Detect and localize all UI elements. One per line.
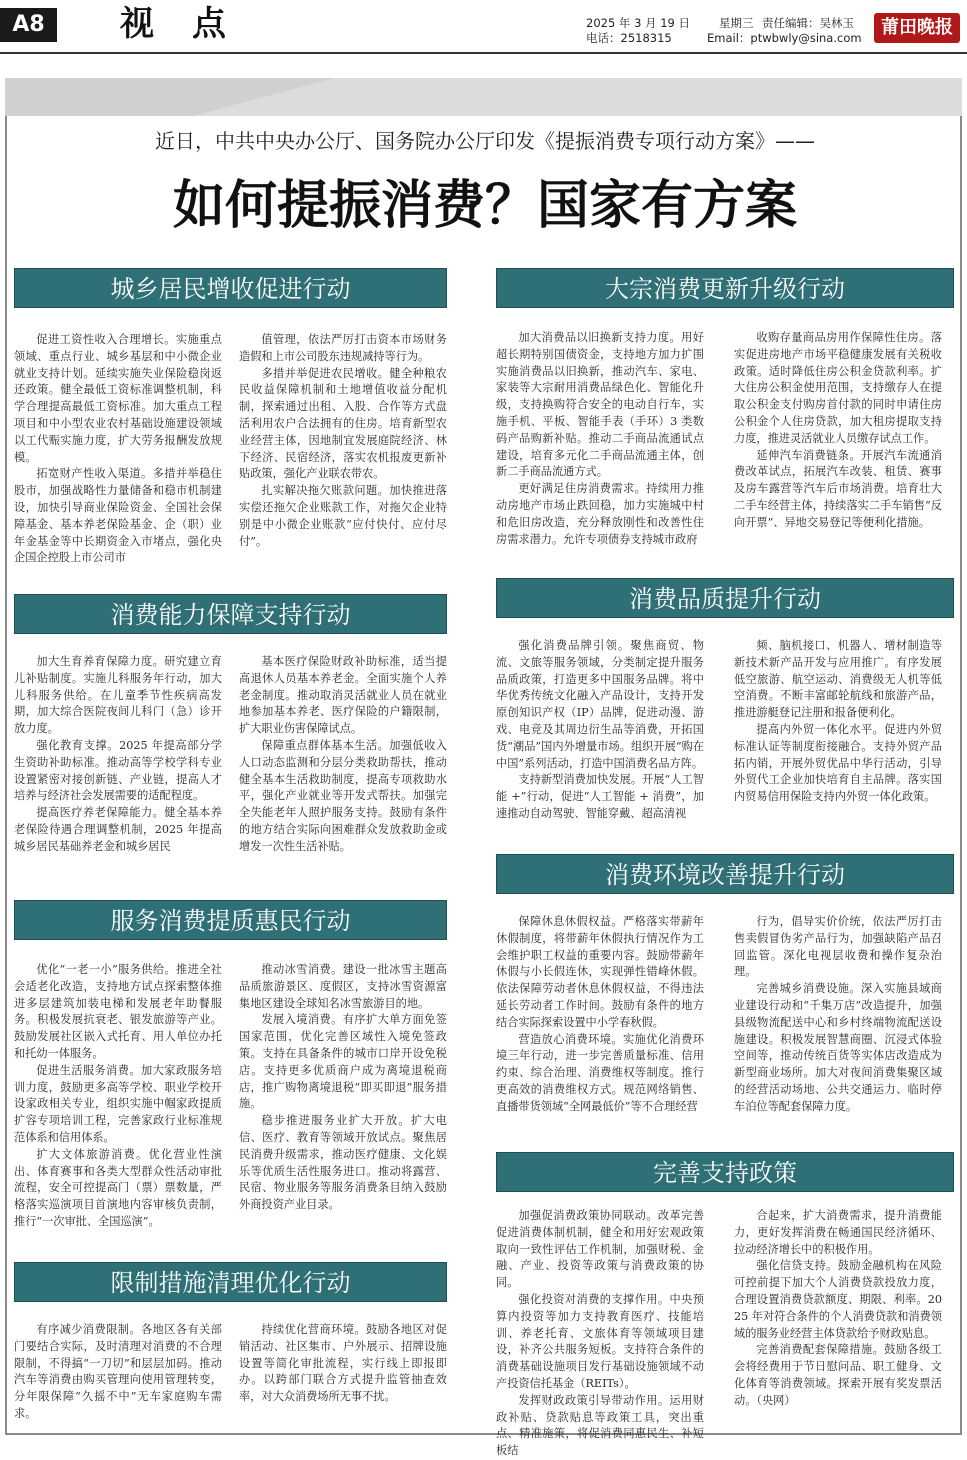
issue-date: 2025 年 3 月 19 日 xyxy=(586,16,690,30)
paragraph: 保障重点群体基本生活。加强低收入人口动态监测和分层分类救助帮扶，推动健全基本生活救助制度，提高专项救助水平，强化产业就业等开发式帮扶。加强完全失能老年人照护服务支持。鼓励有条件的地方结合实际向困难群众发放救助金或增发一次性生活补贴。 xyxy=(239,738,447,853)
paragraph: 值管理，依法严厉打击资本市场财务造假和上市公司股东违规减持等行为。 xyxy=(239,333,447,363)
paragraph: 加大生育养育保障力度。研究建立育儿补贴制度。实施儿科服务年行动，加大儿科服务供给。在儿童季节性疾病高发期，加大综合医院夜间儿科门（急）诊开放力度。 xyxy=(14,655,222,736)
masthead-rule xyxy=(0,52,967,54)
section-title: 视点 xyxy=(120,4,264,44)
paragraph: 更好满足住房消费需求。持续用力推动房地产市场止跌回稳，加力实施城中村和危旧房改造，充分释放刚性和改善性住房需求潜力。允许专项债券支持城市政府 xyxy=(496,482,704,546)
paragraph: 拓宽财产性收入渠道。多措并举稳住股市，加强战略性力量储备和稳市机制建设，加快引导商业保险资金、全国社会保障基金、基本养老保险基金、企（职）业年金基金等中长期资金入市堵点，强化央企国企控股上市公司市 xyxy=(14,467,222,565)
paragraph: 发挥财政政策引导带动作用。运用财政补贴、贷款贴息等政策工具，突出重点、精准施策，将促消费同惠民生、补短板结 xyxy=(496,1393,704,1458)
paragraph: 行为，倡导实价价统，依法严厉打击售卖假冒伪劣产品行为，加强缺陷产品召回监管。深化电视层收费和操作复杂治理。 xyxy=(734,915,942,979)
section-header-services: 服务消费提质惠民行动 xyxy=(14,900,447,940)
paragraph: 提高内外贸一体化水平。促进内外贸标准认证等制度衔接融合。支持外贸产品拓内销，开展外贸优品中华行活动，引导外贸代工企业加快培育自主品牌。落实国内贸易信用保险支持内外贸一体化政策。 xyxy=(734,722,942,804)
masthead xyxy=(0,0,967,52)
section-header-income: 城乡居民增收促进行动 xyxy=(14,268,447,308)
paragraph: 完善消费配套保障措施。鼓励各级工会将经费用于节日慰问品、职工健身、文化体育等消费领域。探索开展有奖发票活动。（央网） xyxy=(734,1343,942,1407)
article-column xyxy=(734,330,942,554)
section-header-environment: 消费环境改善提升行动 xyxy=(496,854,954,894)
header-band-decoration xyxy=(5,78,962,116)
section-header-restrictions: 限制措施清理优化行动 xyxy=(14,1262,447,1302)
paragraph: 发展入境消费。有序扩大单方面免签国家范围，优化完善区域性入境免签政策。支持在具备条件的城市口岸开设免税店。支持更多优质商户成为离境退税商店，推广购物离境退税“即买即退”服务措施。 xyxy=(239,1013,447,1111)
paragraph: 强化投资对消费的支撑作用。中央预算内投资等加力支持教育医疗、技能培训、养老托育、文旅体育等领域项目建设，补齐公共服务短板。支持符合条件的消费基础设施项目发行基础设施领域不动产投资信托基金（REITs）。 xyxy=(496,1292,704,1390)
article-column xyxy=(14,1322,222,1426)
article-column xyxy=(239,1322,447,1426)
paragraph: 多措并举促进农民增收。健全种粮农民收益保障机制和土地增值收益分配机制，探索通过出租、入股、合作等方式盘活利用农户合法拥有的住房。培育新型农业经营主体，因地制宜发展庭院经济、林下经济、民宿经济，落实农机报废更新补贴政策，强化产业联农带农。 xyxy=(239,366,447,481)
newspaper-logo: 莆田晚报 xyxy=(874,13,960,43)
article-column xyxy=(496,1208,704,1458)
paragraph: 保障休息休假权益。严格落实带薪年休假制度，将带薪年休假执行情况作为工会维护职工权益的重要内容。鼓励带薪年休假与小长假连休，实现弹性错峰休假。依法保障劳动者休息休假权益，不得违法延长劳动者工作时间。鼓励有条件的地方结合实际探索设置中小学春秋假。 xyxy=(496,915,704,1029)
paragraph: 营造放心消费环境。实施优化消费环境三年行动，进一步完善质量标准、信用约束、综合治理、消费维权等制度。推行更高效的消费维权方式。规范网络销售、直播带货领域“全网最低价”等不合理经营 xyxy=(496,1032,704,1113)
paragraph: 完善城乡消费设施。深入实施县域商业建设行动和“千集万店”改造提升，加强县级物流配送中心和乡村终端物流配送设施建设。积极发展智慧商圈、沉浸式体验空间等，推动传统百货等实体店改造成为新型商业场所。加大对夜间消费集聚区域的经营活动场地、公共交通运力、临时停车泊位等配套保障力度。 xyxy=(734,982,942,1113)
paragraph: 强化消费品牌引领。聚焦商贸、物流、文旅等服务领域，分类制定提升服务品质政策，打造更多中国服务品牌。将中华优秀传统文化融入产品设计，支持开发原创知识产权（IP）品牌，促进动漫、游戏、电竞及其周边衍生品等消费，开拓国货“潮品”国内外增量市场。组织开展“购在中国”系列活动，打造中国消费名品方阵。 xyxy=(496,639,704,770)
paragraph: 扎实解决拖欠账款问题。加快推进落实偿还拖欠企业账款工作，对拖欠企业特别是中小微企业账款“应付快付、应付尽付”。 xyxy=(239,484,447,548)
paragraph: 延伸汽车消费链条。开展汽车流通消费改革试点，拓展汽车改装、租赁、赛事及房车露营等汽车后市场消费。培育壮大二手车经营主体，持续落实二手车销售“反向开票”、异地交易登记等便利化措施。 xyxy=(734,448,942,529)
section-header-policy: 完善支持政策 xyxy=(496,1152,954,1192)
section-header-quality: 消费品质提升行动 xyxy=(496,578,954,618)
article-column xyxy=(14,654,222,876)
paragraph: 强化信贷支持。鼓励金融机构在风险可控前提下加大个人消费贷款投放力度，合理设置消费贷款额度、期限、利率。2025 年对符合条件的个人消费贷款和消费领域的服务业经营主体贷款给予财政贴息。 xyxy=(734,1259,942,1340)
email-address: Email：ptwbwly@sina.com xyxy=(707,31,862,45)
paragraph: 合起来，扩大消费需求，提升消费能力，更好发挥消费在畅通国民经济循环、拉动经济增长中的积极作用。 xyxy=(734,1209,942,1256)
article-column xyxy=(239,654,447,876)
paragraph: 促进工资性收入合理增长。实施重点领域、重点行业、城乡基层和中小微企业就业支持计划。延续实施失业保险稳岗返还政策。健全最低工资标准调整机制，科学合理提高最低工资标准。加大重点工程项目和中小型农业农村基础设施建设领域以工代赈实施力度，扩大劳务报酬发放规模。 xyxy=(14,333,222,464)
article-column xyxy=(239,962,447,1234)
article-column xyxy=(14,332,222,568)
kicker-line: 近日，中共中央办公厅、国务院办公厅印发《提振消费专项行动方案》—— xyxy=(155,129,815,153)
article-column xyxy=(734,638,942,832)
editor-credit: 责任编辑：吴林玉 xyxy=(762,16,854,30)
paragraph: 促进生活服务消费。加大家政服务培训力度，鼓励更多高等学校、职业学校开设家政相关专业，组织实施中帼家政提质扩容专项培训工程，完善家政行业标准规范体系和信用体系。 xyxy=(14,1063,222,1144)
article-column xyxy=(734,1208,942,1430)
phone-number: 电话：2518315 xyxy=(586,31,672,45)
section-header-capacity: 消费能力保障支持行动 xyxy=(14,594,447,634)
article-column xyxy=(496,330,704,554)
paragraph: 加大消费品以旧换新支持力度。用好超长期特别国债资金，支持地方加力扩围实施消费品以旧换新，推动汽车、家电、家装等大宗耐用消费品绿色化、智能化升级，支持换购符合安全的电动自行车，实施手机、平板、智能手表（手环）3 类数码产品购新补贴。推动二手商品流通试点建设，培育多元化二手商品流通主体，创新二手商品流通方式。 xyxy=(496,331,704,479)
main-headline: 如何提振消费？国家有方案 xyxy=(172,176,797,236)
weekday: 星期三 xyxy=(719,16,754,30)
paragraph: 优化“一老一小”服务供给。推进全社会适老化改造，支持地方试点探索整体推进多层建筑加装电梯和发展老年助餐服务。积极发展抗衰老、银发旅游等产业。鼓励发展社区嵌入式托育、用人单位办托和托幼一体服务。 xyxy=(14,963,222,1060)
article-column xyxy=(496,914,704,1126)
article-column xyxy=(14,962,222,1234)
article-column xyxy=(496,638,704,832)
paragraph: 提高医疗养老保障能力。健全基本养老保险待遇合理调整机制，2025 年提高城乡居民基础养老金和城乡居民 xyxy=(14,806,222,853)
paragraph: 支持新型消费加快发展。开展“人工智能 +”行动，促进“人工智能 + 消费”，加速推动自动驾驶、智能穿戴、超高清视 xyxy=(496,773,704,820)
paragraph: 推动冰雪消费。建设一批冰雪主题高品质旅游景区、度假区，支持冰雪资源富集地区建设全球知名冰雪旅游目的地。 xyxy=(239,963,447,1010)
paragraph: 频、脑机接口、机器人、增材制造等新技术新产品开发与应用推广。有序发展低空旅游、航空运动、消费级无人机等低空消费。不断丰富邮轮航线和旅游产品，推进游艇登记注册和报备便利化。 xyxy=(734,639,942,720)
section-header-durables: 大宗消费更新升级行动 xyxy=(496,268,954,308)
paragraph: 稳步推进服务业扩大开放。扩大电信、医疗、教育等领域开放试点。聚焦居民消费升级需求，推动医疗健康、文化娱乐等优质生活性服务进口。推动将露营、民宿、物业服务等服务消费条目纳入鼓励外商投资产业目录。 xyxy=(239,1114,447,1212)
paragraph: 持续优化营商环境。鼓励各地区对促销活动、社区集市、户外展示、招牌设施设置等简化审批流程，实行线上即报即办。以跨部门联合方式提升监管抽查效率，对大众消费场所无事不扰。 xyxy=(239,1323,447,1404)
paragraph: 扩大文体旅游消费。优化营业性演出、体育赛事和各类大型群众性活动审批流程，安全可控提高门（票）票数量，严格落实巡演项目首演地内容审核负责制，推行“一次审批、全国巡演”。 xyxy=(14,1147,222,1228)
paragraph: 强化教育支撑。2025 年提高部分学生资助补助标准。推动高等学校学科专业设置紧密对接创新链、产业链，提高人才培养与经济社会发展需要的适配程度。 xyxy=(14,738,222,803)
paragraph: 基本医疗保险财政补助标准，适当提高退休人员基本养老金。全面实施个人养老金制度。推动取消灵活就业人员在就业地参加基本养老、医疗保险的户籍限制，扩大职业伤害保障试点。 xyxy=(239,655,447,736)
article-column xyxy=(239,332,447,568)
paragraph: 收购存量商品房用作保障性住房。落实促进房地产市场平稳健康发展有关税收政策。适时降低住房公积金贷款利率。扩大住房公积金使用范围，支持缴存人在提取公积金支付购房首付款的同时申请住房公积金个人住房贷款，加大租房提取支持力度，推进灵活就业人员缴存试点工作。 xyxy=(734,331,942,445)
paragraph: 加强促消费政策协同联动。改革完善促进消费体制机制，健全和用好宏观政策取向一致性评估工作机制，加强财税、金融、产业、投资等政策与消费政策的协同。 xyxy=(496,1209,704,1290)
page-number-tag: A8 xyxy=(0,8,57,42)
paragraph: 有序减少消费限制。各地区各有关部门要结合实际，及时清理对消费的不合理限制，不得搞“一刀切”和层层加码。推动汽车等消费由购买管理向使用管理转变，分年限保障“久摇不中”无车家庭购车需求。 xyxy=(14,1323,222,1420)
article-column xyxy=(734,914,942,1126)
